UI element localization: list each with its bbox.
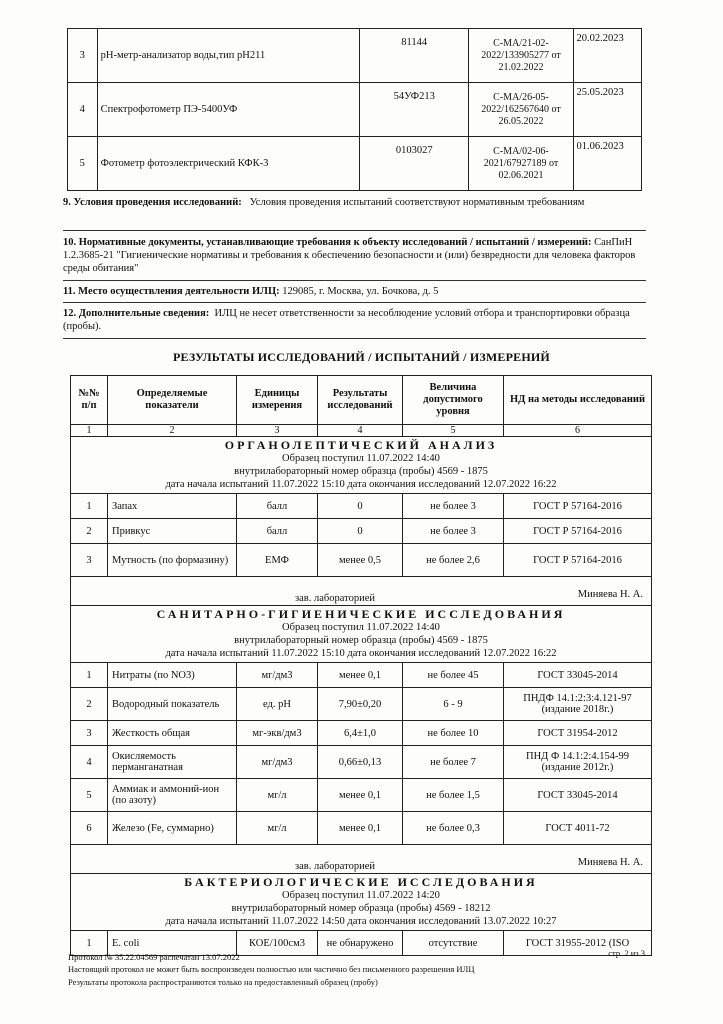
section-11-label: 11. Место осуществления деятельности ИЛЦ:	[63, 286, 280, 297]
indicator-method: ГОСТ 33045-2014	[504, 779, 652, 812]
result-row	[71, 812, 652, 845]
results-header-row	[71, 376, 652, 425]
test-dates: дата начала испытаний 11.07.2022 15:10 дата окончания исследований 12.07.2022 16:22	[165, 648, 557, 659]
indicator-limit: отсутствие	[403, 931, 504, 956]
instrument-valid-until: 01.06.2023	[573, 137, 641, 191]
footer-line-2: Настоящий протокол не может быть воспроизведен полностью или частично без письменного разрешения ИЛЦ	[68, 964, 475, 974]
column-numbers-row	[71, 425, 652, 437]
row-number: 6	[71, 812, 108, 845]
indicator-unit: КОЕ/100см3	[237, 931, 318, 956]
section-12-text: ИЛЦ не несет ответственности за несоблюдение условий отбора и транспортировки образца (пробы).	[63, 308, 630, 332]
indicator-method: ПНД Ф 14.1:2:4.154-99 (издание 2012г.)	[504, 746, 652, 779]
indicator-limit: не более 2,6	[403, 544, 504, 577]
column-number: 3	[237, 425, 318, 437]
row-number: 2	[71, 688, 108, 721]
sample-received: Образец поступил 11.07.2022 14:40	[282, 453, 440, 464]
footer-line-3: Результаты протокола распространяются только на предоставленный образец (пробу)	[68, 977, 378, 987]
section-9-label: 9. Условия проведения исследований:	[63, 197, 242, 208]
instrument-number: 5	[68, 137, 98, 191]
instrument-certificate: С-МА/02-06-2021/67927189 от 02.06.2021	[469, 137, 573, 191]
indicator-unit: мг/л	[237, 812, 318, 845]
indicator-result: 7,90±0,20	[318, 688, 403, 721]
instrument-row	[68, 137, 642, 191]
indicator-name: Аммиак и аммоний-ион (по азоту)	[108, 779, 237, 812]
section-header	[71, 874, 652, 931]
column-number: 4	[318, 425, 403, 437]
row-number: 1	[71, 494, 108, 519]
result-row	[71, 779, 652, 812]
section-12	[63, 307, 646, 333]
indicator-limit: не более 45	[403, 663, 504, 688]
section-header-row	[71, 874, 652, 931]
column-number: 6	[504, 425, 652, 437]
signatory-name: Миняева Н. А.	[577, 857, 643, 868]
section-12-label: 12. Дополнительные сведения:	[63, 308, 210, 319]
header-limit: Величина допустимого уровня	[403, 376, 504, 425]
indicator-unit: ЕМФ	[237, 544, 318, 577]
instrument-certificate: С-МА/21-02-2022/133905277 от 21.02.2022	[469, 29, 573, 83]
section-11	[63, 285, 646, 298]
indicator-result: 0	[318, 494, 403, 519]
indicator-limit: не более 3	[403, 519, 504, 544]
page-number: стр. 2 из 3	[608, 948, 645, 958]
indicator-limit: не более 0,3	[403, 812, 504, 845]
result-row	[71, 688, 652, 721]
row-number: 3	[71, 721, 108, 746]
section-header	[71, 606, 652, 663]
indicator-unit: мг/дм3	[237, 746, 318, 779]
column-number: 2	[108, 425, 237, 437]
section-9-text: Условия проведения испытаний соответствуют нормативным требованиям	[249, 197, 585, 208]
result-row	[71, 544, 652, 577]
indicator-method: ГОСТ 33045-2014	[504, 663, 652, 688]
indicator-result: не обнаружено	[318, 931, 403, 956]
result-row	[71, 746, 652, 779]
indicator-name: Жесткость общая	[108, 721, 237, 746]
instrument-serial: 54УФ213	[360, 83, 469, 137]
indicator-result: менее 0,1	[318, 812, 403, 845]
header-method: НД на методы исследований	[504, 376, 652, 425]
test-dates: дата начала испытаний 11.07.2022 15:10 дата окончания исследований 12.07.2022 16:22	[165, 479, 557, 490]
section-title: БАКТЕРИОЛОГИЧЕСКИЕ ИССЛЕДОВАНИЯ	[184, 875, 538, 889]
instrument-number: 3	[68, 29, 98, 83]
column-number: 5	[403, 425, 504, 437]
instrument-row	[68, 29, 642, 83]
indicator-limit: не более 1,5	[403, 779, 504, 812]
row-number: 4	[71, 746, 108, 779]
header-indicator: Определяемые показатели	[108, 376, 237, 425]
indicator-method: ГОСТ Р 57164-2016	[504, 519, 652, 544]
indicator-unit: балл	[237, 519, 318, 544]
results-table	[70, 375, 652, 956]
instrument-number: 4	[68, 83, 98, 137]
indicator-name: Мутность (по формазину)	[108, 544, 237, 577]
instrument-row	[68, 83, 642, 137]
column-number: 1	[71, 425, 108, 437]
indicator-name: Водородный показатель	[108, 688, 237, 721]
indicator-limit: не более 7	[403, 746, 504, 779]
indicator-unit: мг/дм3	[237, 663, 318, 688]
results-title: РЕЗУЛЬТАТЫ ИССЛЕДОВАНИЙ / ИСПЫТАНИЙ / ИЗМЕРЕНИЙ	[173, 350, 550, 364]
instrument-name: pH-метр-анализатор воды,тип pH211	[97, 29, 359, 83]
section-title: САНИТАРНО-ГИГИЕНИЧЕСКИЕ ИССЛЕДОВАНИЯ	[156, 607, 566, 621]
indicator-unit: ед. pH	[237, 688, 318, 721]
section-header-row	[71, 437, 652, 494]
sample-received: Образец поступил 11.07.2022 14:20	[282, 890, 440, 901]
signature-block	[75, 580, 647, 604]
indicator-method: ГОСТ Р 57164-2016	[504, 494, 652, 519]
indicator-result: 6,4±1,0	[318, 721, 403, 746]
signature-cell	[71, 577, 652, 606]
indicator-name: Окисляемость перманганатная	[108, 746, 237, 779]
instrument-certificate: С-МА/26-05-2022/162567640 от 26.05.2022	[469, 83, 573, 137]
header-result: Результаты исследований	[318, 376, 403, 425]
indicator-unit: мг/л	[237, 779, 318, 812]
result-row	[71, 519, 652, 544]
instrument-name: Фотометр фотоэлектрический КФК-3	[97, 137, 359, 191]
section-10	[63, 236, 646, 275]
divider	[63, 338, 646, 339]
indicator-name: E. coli	[108, 931, 237, 956]
indicator-result: 0	[318, 519, 403, 544]
section-header-row	[71, 606, 652, 663]
result-row	[71, 663, 652, 688]
indicator-method: ГОСТ Р 57164-2016	[504, 544, 652, 577]
row-number: 1	[71, 931, 108, 956]
instrument-valid-until: 20.02.2023	[573, 29, 641, 83]
section-10-label: 10. Нормативные документы, устанавливающие требования к объекту исследований / испытаний / измерений:	[63, 237, 592, 248]
indicator-method: ГОСТ 4011-72	[504, 812, 652, 845]
result-row	[71, 494, 652, 519]
header-number: №№ п/п	[71, 376, 108, 425]
signature-cell	[71, 845, 652, 874]
header-unit: Единицы измерения	[237, 376, 318, 425]
section-11-text: 129085, г. Москва, ул. Бочкова, д. 5	[282, 286, 439, 297]
indicator-result: менее 0,1	[318, 663, 403, 688]
indicator-limit: не более 3	[403, 494, 504, 519]
section-10-text: СанПиН 1.2.3685-21 "Гигиенические нормативы и требования к обеспечению безопасности и (или) безвредности для человека факторов среды обитания"	[63, 237, 636, 274]
instrument-valid-until: 25.05.2023	[573, 83, 641, 137]
indicator-method: ГОСТ 31955-2012 (ISO	[504, 931, 652, 956]
signatory-position: зав. лабораторией	[295, 861, 375, 872]
signature-block	[75, 848, 647, 872]
indicator-name: Железо (Fe, суммарно)	[108, 812, 237, 845]
divider	[63, 302, 646, 303]
indicator-result: 0,66±0,13	[318, 746, 403, 779]
indicator-name: Запах	[108, 494, 237, 519]
indicator-name: Нитраты (по NO3)	[108, 663, 237, 688]
indicator-method: ПНДФ 14.1:2:3:4.121-97 (издание 2018г.)	[504, 688, 652, 721]
signature-row	[71, 845, 652, 874]
indicator-unit: мг-экв/дм3	[237, 721, 318, 746]
section-header	[71, 437, 652, 494]
section-9	[63, 196, 646, 209]
indicator-name: Привкус	[108, 519, 237, 544]
row-number: 1	[71, 663, 108, 688]
row-number: 5	[71, 779, 108, 812]
instrument-serial: 81144	[360, 29, 469, 83]
indicator-method: ГОСТ 31954-2012	[504, 721, 652, 746]
sample-received: Образец поступил 11.07.2022 14:40	[282, 622, 440, 633]
divider	[63, 230, 646, 231]
test-dates: дата начала испытаний 11.07.2022 14:50 дата окончания исследований 13.07.2022 10:27	[165, 916, 557, 927]
signatory-name: Миняева Н. А.	[577, 589, 643, 600]
footer-line-1: Протокол № 35.22.04569 распечатан 13.07.2022	[68, 952, 240, 962]
row-number: 2	[71, 519, 108, 544]
result-row	[71, 721, 652, 746]
indicator-limit: 6 - 9	[403, 688, 504, 721]
row-number: 3	[71, 544, 108, 577]
indicator-result: менее 0,5	[318, 544, 403, 577]
instruments-body	[68, 29, 642, 191]
signatory-position: зав. лабораторией	[295, 593, 375, 604]
sample-lab-number: внутрилабораторный номер образца (пробы) 4569 - 1875	[234, 466, 488, 477]
signature-row	[71, 577, 652, 606]
instruments-table	[67, 28, 642, 191]
instrument-name: Спектрофотометр ПЭ-5400УФ	[97, 83, 359, 137]
instrument-serial: 0103027	[360, 137, 469, 191]
sample-lab-number: внутрилабораторный номер образца (пробы) 4569 - 1875	[234, 635, 488, 646]
indicator-result: менее 0,1	[318, 779, 403, 812]
divider	[63, 280, 646, 281]
indicator-limit: не более 10	[403, 721, 504, 746]
indicator-unit: балл	[237, 494, 318, 519]
results-body	[71, 376, 652, 956]
sample-lab-number: внутрилабораторный номер образца (пробы) 4569 - 18212	[231, 903, 491, 914]
section-title: ОРГАНОЛЕПТИЧЕСКИЙ АНАЛИЗ	[224, 438, 498, 452]
